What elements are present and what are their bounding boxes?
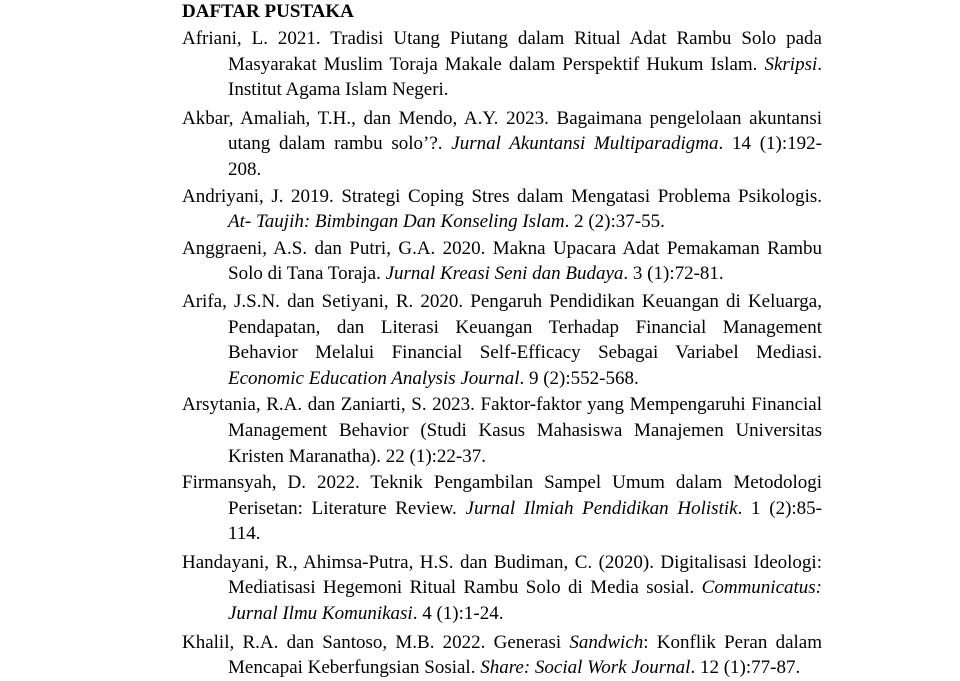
reference-text: Handayani, R., Ahimsa-Putra, H.S. dan Budiman, C. (2020). Digitalisasi Ideologi: Mediatisasi Hegemoni Ritual Rambu Solo di Media sosial. — [182, 551, 822, 599]
reference-italic-journal: Share: Social Work Journal — [480, 657, 691, 679]
reference-text-end: . Institut Agama Islam Negeri. — [228, 53, 822, 101]
reference-entry — [182, 392, 822, 469]
reference-text: Khalil, R.A. dan Santoso, M.B. 2022. Generasi — [182, 631, 570, 653]
reference-italic: Economic Education Analysis Journal — [228, 367, 520, 389]
reference-list — [182, 26, 822, 681]
reference-text: Firmansyah, D. 2022. Teknik Pengambilan Sampel Umum dalam Metodologi Perisetan: Literature Review. — [182, 472, 822, 519]
reference-text: Anggraeni, A.S. dan Putri, G.A. 2020. Makna Upacara Adat Pemakaman Rambu Solo di Tana Toraja. — [182, 237, 822, 285]
reference-italic: Jurnal Ilmiah Pendidikan Holistik — [465, 497, 738, 519]
reference-text: Arsytania, R.A. dan Zaniarti, S. 2023. Faktor-faktor yang Mempengaruhi Financial Management Behavior (Studi Kasus Mahasiswa Manajemen Universitas Kristen Maranatha). 22 (1):22-37. — [182, 394, 822, 467]
reference-entry — [182, 184, 822, 235]
reference-text: Akbar, Amaliah, T.H., dan Mendo, A.Y. 2023. Bagaimana pengelolaan akuntansi utang dalam rambu solo’?. — [182, 107, 822, 155]
reference-italic: Jurnal Kreasi Seni dan Budaya — [385, 263, 624, 285]
reference-entry — [182, 630, 822, 681]
reference-text-end: . 4 (1):1-24. — [412, 603, 504, 625]
reference-text-end: . 1 (2):85-114. — [228, 497, 822, 545]
reference-italic: Skripsi — [764, 53, 818, 75]
reference-text-end: . 3 (1):72-81. — [623, 263, 724, 285]
reference-italic: Jurnal Akuntansi Multiparadigma — [451, 133, 719, 155]
reference-entry — [182, 289, 822, 391]
page-title: DAFTAR PUSTAKA — [182, 1, 354, 22]
reference-text-end: . 2 (2):37-55. — [564, 211, 665, 233]
reference-entry — [182, 550, 822, 627]
reference-text: Arifa, J.S.N. dan Setiyani, R. 2020. Pengaruh Pendidikan Keuangan di Keluarga, Pendapatan, dan Literasi Keuangan Terhadap Financial Management Behavior Melalui Financial Self-Efficacy Sebagai Variabel Mediasi. — [182, 290, 822, 364]
reference-text-end: . 9 (2):552-568. — [519, 367, 639, 389]
reference-text-end: . 12 (1):77-87. — [690, 657, 801, 679]
reference-entry — [182, 236, 822, 287]
reference-italic: Communicatus: Jurnal Ilmu Komunikasi — [228, 577, 822, 625]
reference-text-end: . 14 (1):192-208. — [228, 133, 822, 180]
reference-text: Andriyani, J. 2019. Strategi Coping Stres dalam Mengatasi Problema Psikologis. — [182, 185, 822, 207]
reference-italic: At- Taujih: Bimbingan Dan Konseling Islam — [228, 211, 565, 233]
reference-entry — [182, 470, 822, 547]
reference-entry — [182, 106, 822, 183]
document-page — [182, 0, 822, 681]
reference-text: Afriani, L. 2021. Tradisi Utang Piutang dalam Ritual Adat Rambu Solo pada Masyarakat Muslim Toraja Makale dalam Perspektif Hukum Islam. — [182, 28, 822, 75]
reference-entry — [182, 26, 822, 103]
reference-text-mid: : Konflik Peran dalam Mencapai Keberfungsian Sosial. — [228, 631, 822, 679]
reference-italic: Sandwich — [569, 631, 644, 653]
